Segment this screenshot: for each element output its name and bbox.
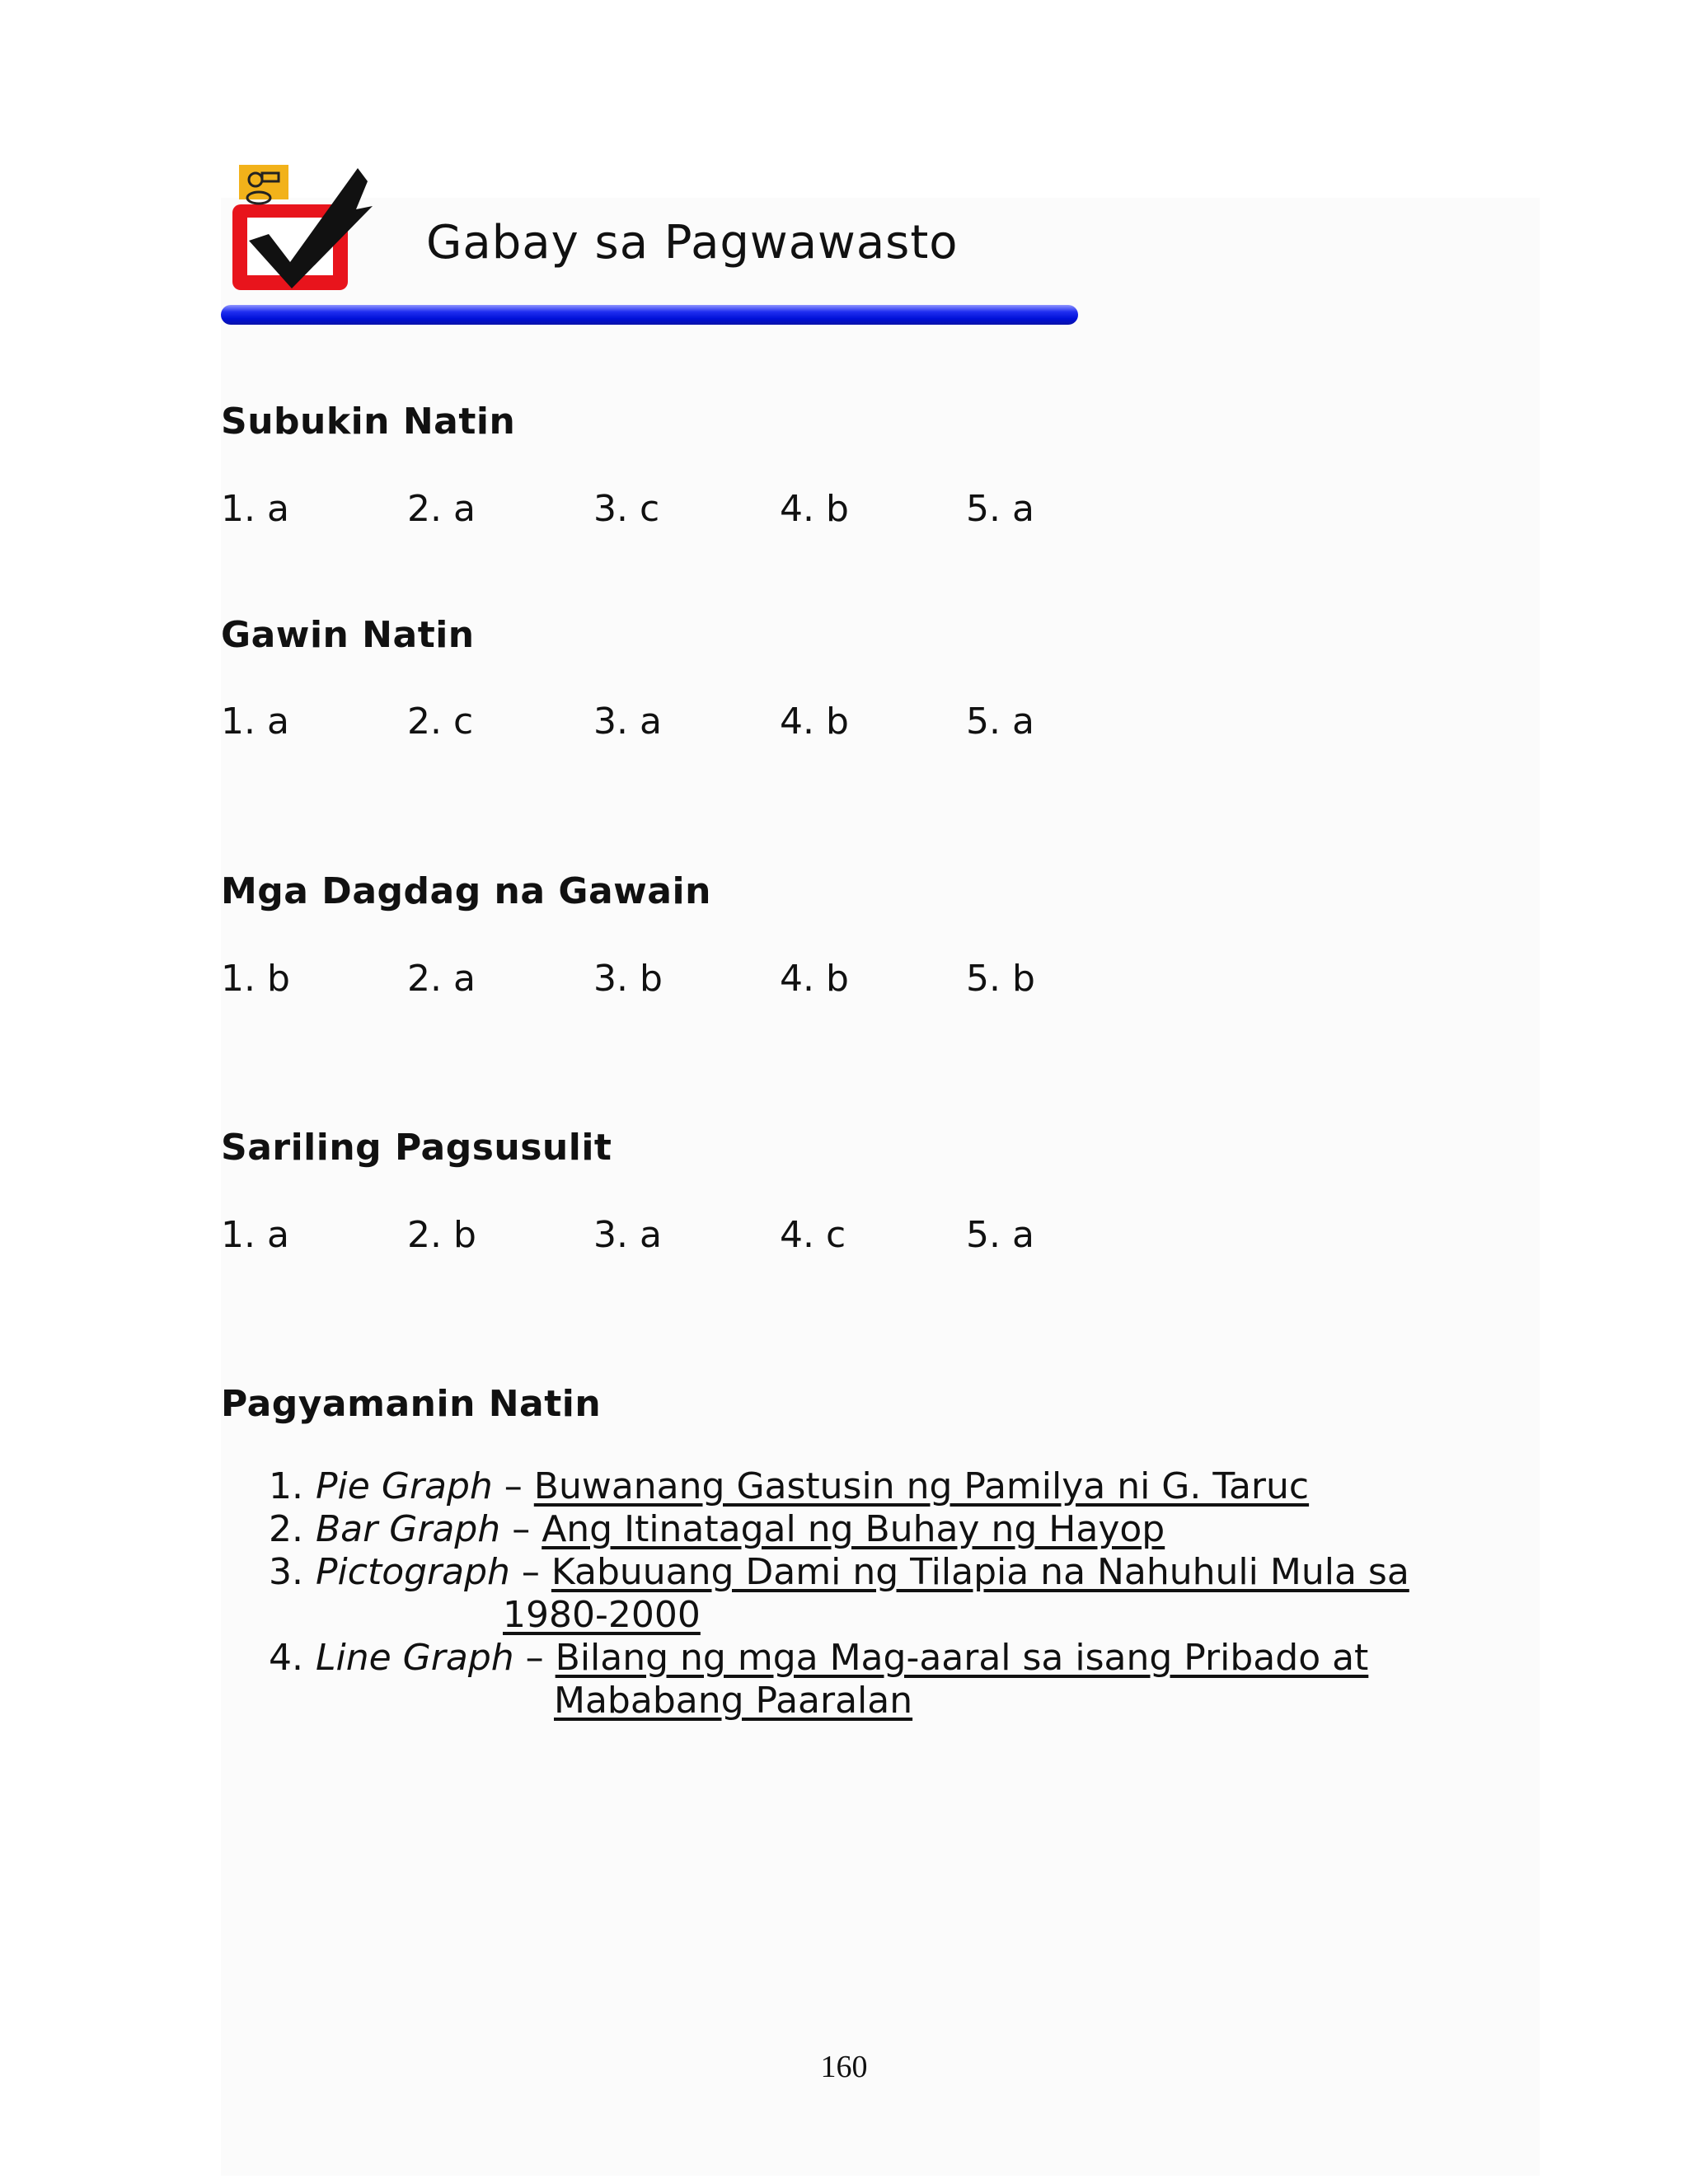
graph-title: Kabuuang Dami ng Tilapia na Nahuhuli Mula sa: [551, 1551, 1409, 1593]
answer-item: 3. c: [593, 488, 660, 530]
section-title-mga-dagdag-na-gawain: Mga Dagdag na Gawain: [221, 870, 711, 912]
graph-type: Line Graph: [316, 1637, 514, 1679]
answer-item: 2. c: [407, 701, 474, 743]
separator: –: [492, 1465, 534, 1507]
list-item-number: 4.: [269, 1637, 303, 1679]
list-item-number: 3.: [269, 1551, 303, 1593]
answer-item: 3. b: [593, 958, 663, 1000]
answer-item: 2. b: [407, 1214, 476, 1256]
section-title-sariling-pagsusulit: Sariling Pagsusulit: [221, 1127, 612, 1169]
page-title: Gabay sa Pagwawasto: [426, 216, 959, 269]
section-title-subukin-natin: Subukin Natin: [221, 401, 516, 443]
list-item-number: 1.: [269, 1465, 303, 1507]
answer-item: 5. a: [966, 488, 1034, 530]
answer-item: 3. a: [593, 701, 662, 743]
title-underline-bar: [221, 305, 1078, 325]
graph-title-continued: 1980-2000: [503, 1594, 701, 1636]
list-item: [269, 1551, 1505, 1637]
checkbox-checkmark-logo-icon: [226, 165, 382, 297]
answer-item: 3. a: [593, 1214, 662, 1256]
section-title-gawin-natin: Gawin Natin: [221, 614, 475, 656]
list-item: [269, 1508, 1505, 1551]
answer-item: 5. a: [966, 701, 1034, 743]
answer-item: 2. a: [407, 958, 476, 1000]
graph-type: Pie Graph: [316, 1465, 493, 1507]
answer-item: 5. a: [966, 1214, 1034, 1256]
answer-item: 4. b: [780, 958, 849, 1000]
list-item-number: 2.: [269, 1508, 303, 1550]
graph-title: Bilang ng mga Mag-aaral sa isang Pribado at: [555, 1637, 1369, 1679]
answer-item: 5. b: [966, 958, 1035, 1000]
graph-type: Bar Graph: [316, 1508, 501, 1550]
graph-type: Pictograph: [316, 1551, 510, 1593]
page-number: 160: [820, 2050, 868, 2084]
answer-item: 2. a: [407, 488, 476, 530]
separator: –: [500, 1508, 542, 1550]
pagyamanin-list: [269, 1465, 1505, 1722]
answer-item: 1. a: [221, 701, 289, 743]
graph-title: Buwanang Gastusin ng Pamilya ni G. Taruc: [533, 1465, 1310, 1507]
answer-item: 1. a: [221, 488, 289, 530]
separator: –: [513, 1637, 556, 1679]
graph-title: Ang Itinatagal ng Buhay ng Hayop: [542, 1508, 1165, 1550]
list-item: [269, 1465, 1505, 1508]
answer-item: 4. b: [780, 701, 849, 743]
answer-item: 1. b: [221, 958, 290, 1000]
answer-item: 4. b: [780, 488, 849, 530]
answer-item: 4. c: [780, 1214, 846, 1256]
separator: –: [509, 1551, 551, 1593]
list-item: [269, 1637, 1505, 1722]
graph-title-continued: Mababang Paaralan: [554, 1680, 913, 1722]
answer-item: 1. a: [221, 1214, 289, 1256]
section-title-pagyamanin-natin: Pagyamanin Natin: [221, 1383, 602, 1425]
